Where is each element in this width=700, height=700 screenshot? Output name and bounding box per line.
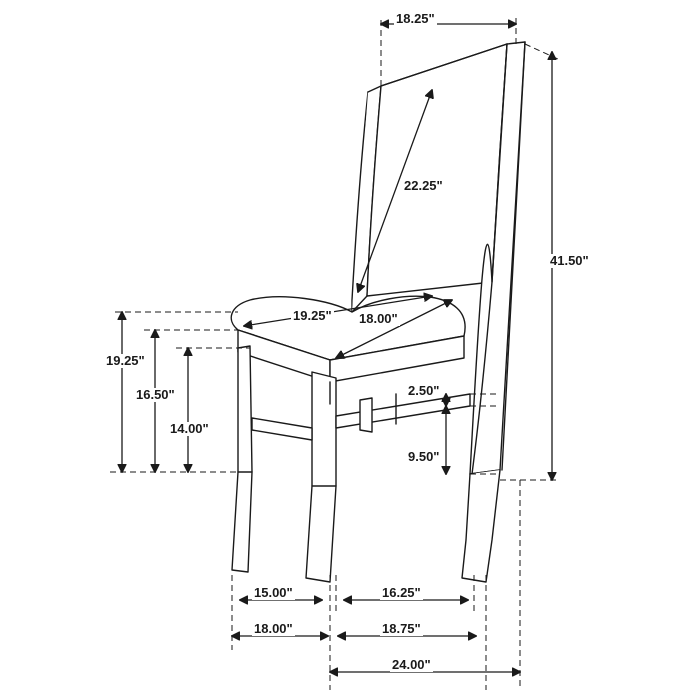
- dim-label-leg-span-lower: 18.00": [254, 621, 293, 636]
- dim-label-seat-height-front: 14.00": [170, 421, 209, 436]
- dim-label-overall-height: 41.50": [550, 253, 589, 268]
- dim-label-seat-depth-lower: 18.75": [382, 621, 421, 636]
- dim-label-back-width: 18.25": [396, 11, 435, 26]
- chair-side-stretcher-right: [336, 394, 470, 428]
- dim-label-leg-span-upper: 15.00": [254, 585, 293, 600]
- dim-label-rail-height: 2.50": [408, 383, 440, 398]
- dim-label-seat-depth-front: 19.25": [293, 308, 332, 323]
- dim-label-seat-height-back: 19.25": [106, 353, 145, 368]
- chair-side-stretcher-left: [252, 418, 312, 440]
- dim-label-stretcher-height: 9.50": [408, 449, 440, 464]
- chair-leg-front: [306, 372, 336, 582]
- dim-label-overall-depth: 24.00": [392, 657, 431, 672]
- dim-label-back-height: 22.25": [404, 178, 443, 193]
- chair-leg-rear-right: [462, 470, 500, 582]
- dim-label-seat-depth-upper: 16.25": [382, 585, 421, 600]
- chair-leg-rear-left: [232, 346, 252, 572]
- dim-label-seat-width: 18.00": [359, 311, 398, 326]
- dim-label-seat-height-mid: 16.50": [136, 387, 175, 402]
